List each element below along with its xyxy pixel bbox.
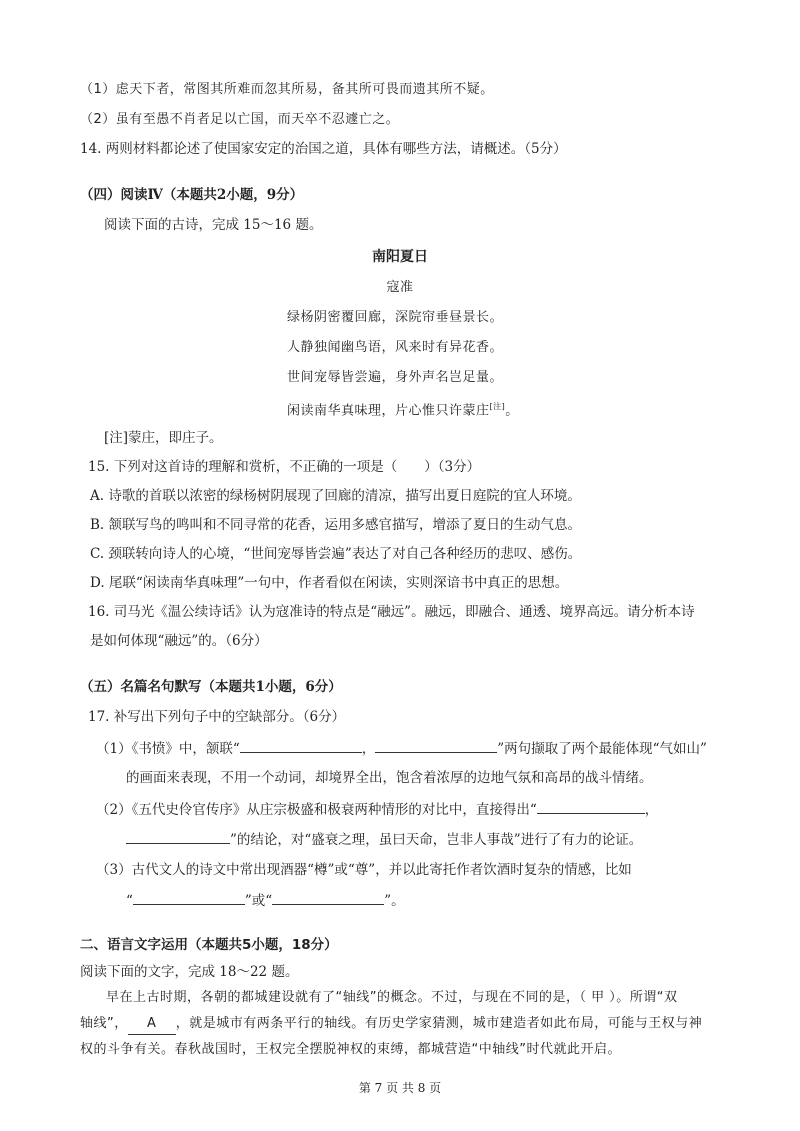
- q17-item-3-blank-1[interactable]: [133, 890, 245, 905]
- q17-item-1-line-2: 的画面来表现，不用一个动词，却境界全出，饱含着浓厚的边地气氛和高昂的战斗情绪。: [126, 770, 653, 786]
- material-line-2: （2）虽有至愚不肖者足以亡国，而天卒不忍遽亡之。: [80, 112, 400, 127]
- passage-line-1: 早在上古时期，各朝的都城建设就有了“轴线”的概念。不过，与现在不同的是，（ 甲 ）。所谓“双: [106, 990, 678, 1005]
- q17-item-1-suffix: ”两句撷取了两个最能体现“气如山”: [497, 741, 707, 757]
- q17-item-2-blank-1[interactable]: [537, 799, 645, 814]
- q17-item-1-line-1: [96, 738, 707, 759]
- question-15-option-a: A. 诗歌的首联以浓密的绿杨树阴展现了回廊的清凉，描写出夏日庭院的宜人环境。: [90, 488, 581, 504]
- section-4-heading: （四）阅读Ⅳ（本题共2小题，9分）: [80, 187, 304, 203]
- passage-line-2-rest: ，就是城市有两条平行的轴线。有历史学家猜测，城市建造者如此布局，可能与王权与神: [175, 1016, 703, 1031]
- q17-item-2-comma: ，: [644, 802, 659, 818]
- poem-line-4-text: 闲读南华真味理，片心惟只许蒙庄: [287, 403, 490, 419]
- material-line-1: （1）虑天下者，常图其所难而忽其所易，备其所可畏而遗其所不疑。: [80, 82, 494, 97]
- poem-title: 南阳夏日: [372, 249, 428, 265]
- question-16-line-2: 是如何体现“融远”的。（6分）: [90, 633, 268, 649]
- q17-item-1-comma: ，: [361, 741, 376, 757]
- poem-note-mark: [注]: [489, 402, 506, 411]
- passage-line-2: [80, 1014, 702, 1035]
- part-2-instruction: 阅读下面的文字，完成 18～22 题。: [80, 964, 299, 980]
- q17-item-2-blank-2[interactable]: [126, 829, 230, 844]
- poem-line-4: [287, 397, 519, 421]
- question-15-stem: 15. 下列对这首诗的理解和赏析，不正确的一项是（ ）（3分）: [88, 459, 481, 475]
- section-4-instruction: 阅读下面的古诗，完成 15～16 题。: [104, 217, 323, 233]
- poem-line-2: 人静独闻幽鸟语，风来时有异花香。: [287, 340, 504, 355]
- passage-line-3: 权的斗争有关。春秋战国时，王权完全摆脱神权的束缚，都城营造“中轴线”时代就此开启。: [80, 1042, 621, 1057]
- q17-item-2-prefix: （2）《五代史伶官传序》从庄宗极盛和极衰两种情形的对比中，直接得出“: [96, 802, 537, 818]
- q17-item-1-blank-2[interactable]: [375, 738, 497, 753]
- q17-item-3-line-1: （3）古代文人的诗文中常出现酒器“樽”或“尊”，并以此寄托作者饮酒时复杂的情感，比如: [96, 862, 632, 878]
- question-15-option-b: B. 颔联写鸟的鸣叫和不同寻常的花香，运用多感官描写，增添了夏日的生动气息。: [90, 517, 582, 533]
- question-16-line-1: 16. 司马光《温公续诗话》认为寇准诗的特点是“融远”。融远，即融合、通透、境界高远。请分析本诗: [88, 604, 695, 620]
- q17-item-1-prefix: （1）《书愤》中，颔联“: [96, 741, 240, 757]
- q17-item-3-open-quote: “: [126, 893, 133, 909]
- q17-item-3-line-2: [126, 890, 405, 911]
- passage-line-2-start: 轴线”，: [80, 1016, 128, 1031]
- poem-line-3: 世间宠辱皆尝遍，身外声名岂足量。: [287, 370, 504, 385]
- question-14: 14. 两则材料都论述了使国家安定的治国之道，具体有哪些方法，请概述。（5分）: [80, 141, 567, 157]
- q17-item-3-blank-2[interactable]: [272, 890, 384, 905]
- part-2-heading: 二、语言文字运用（本题共5小题，18分）: [80, 937, 338, 953]
- section-5-heading: （五）名篇名句默写（本题共1小题，6分）: [80, 679, 342, 695]
- poem-note: [注]蒙庄，即庄子。: [104, 430, 223, 446]
- question-15-option-c: C. 颈联转向诗人的心境，“世间宠辱皆尝遍”表达了对自己各种经历的悲叹、感伤。: [90, 546, 582, 562]
- poem-author: 寇准: [386, 280, 414, 295]
- q17-item-2-line-2: [126, 829, 642, 850]
- q17-item-3-close: ”。: [384, 893, 405, 909]
- question-15-option-d: D. 尾联“闲读南华真味理”一句中，作者看似在闲读，实则深谙书中真正的思想。: [90, 575, 569, 591]
- poem-line-4-end: 。: [505, 403, 519, 419]
- question-17: 17. 补写出下列句子中的空缺部分。（6分）: [88, 709, 346, 725]
- q17-item-1-blank-1[interactable]: [240, 738, 362, 753]
- page-footer: 第 7 页 共 8 页: [358, 1081, 442, 1095]
- q17-item-2-suffix: ”的结论，对“盛衰之理，虽曰天命，岂非人事哉”进行了有力的论证。: [230, 832, 643, 848]
- q17-item-3-or: ”或“: [244, 893, 273, 909]
- passage-blank-a[interactable]: A: [128, 1014, 176, 1035]
- poem-line-1: 绿杨阴密覆回廊，深院帘垂昼景长。: [287, 310, 504, 325]
- q17-item-2-line-1: [96, 799, 658, 820]
